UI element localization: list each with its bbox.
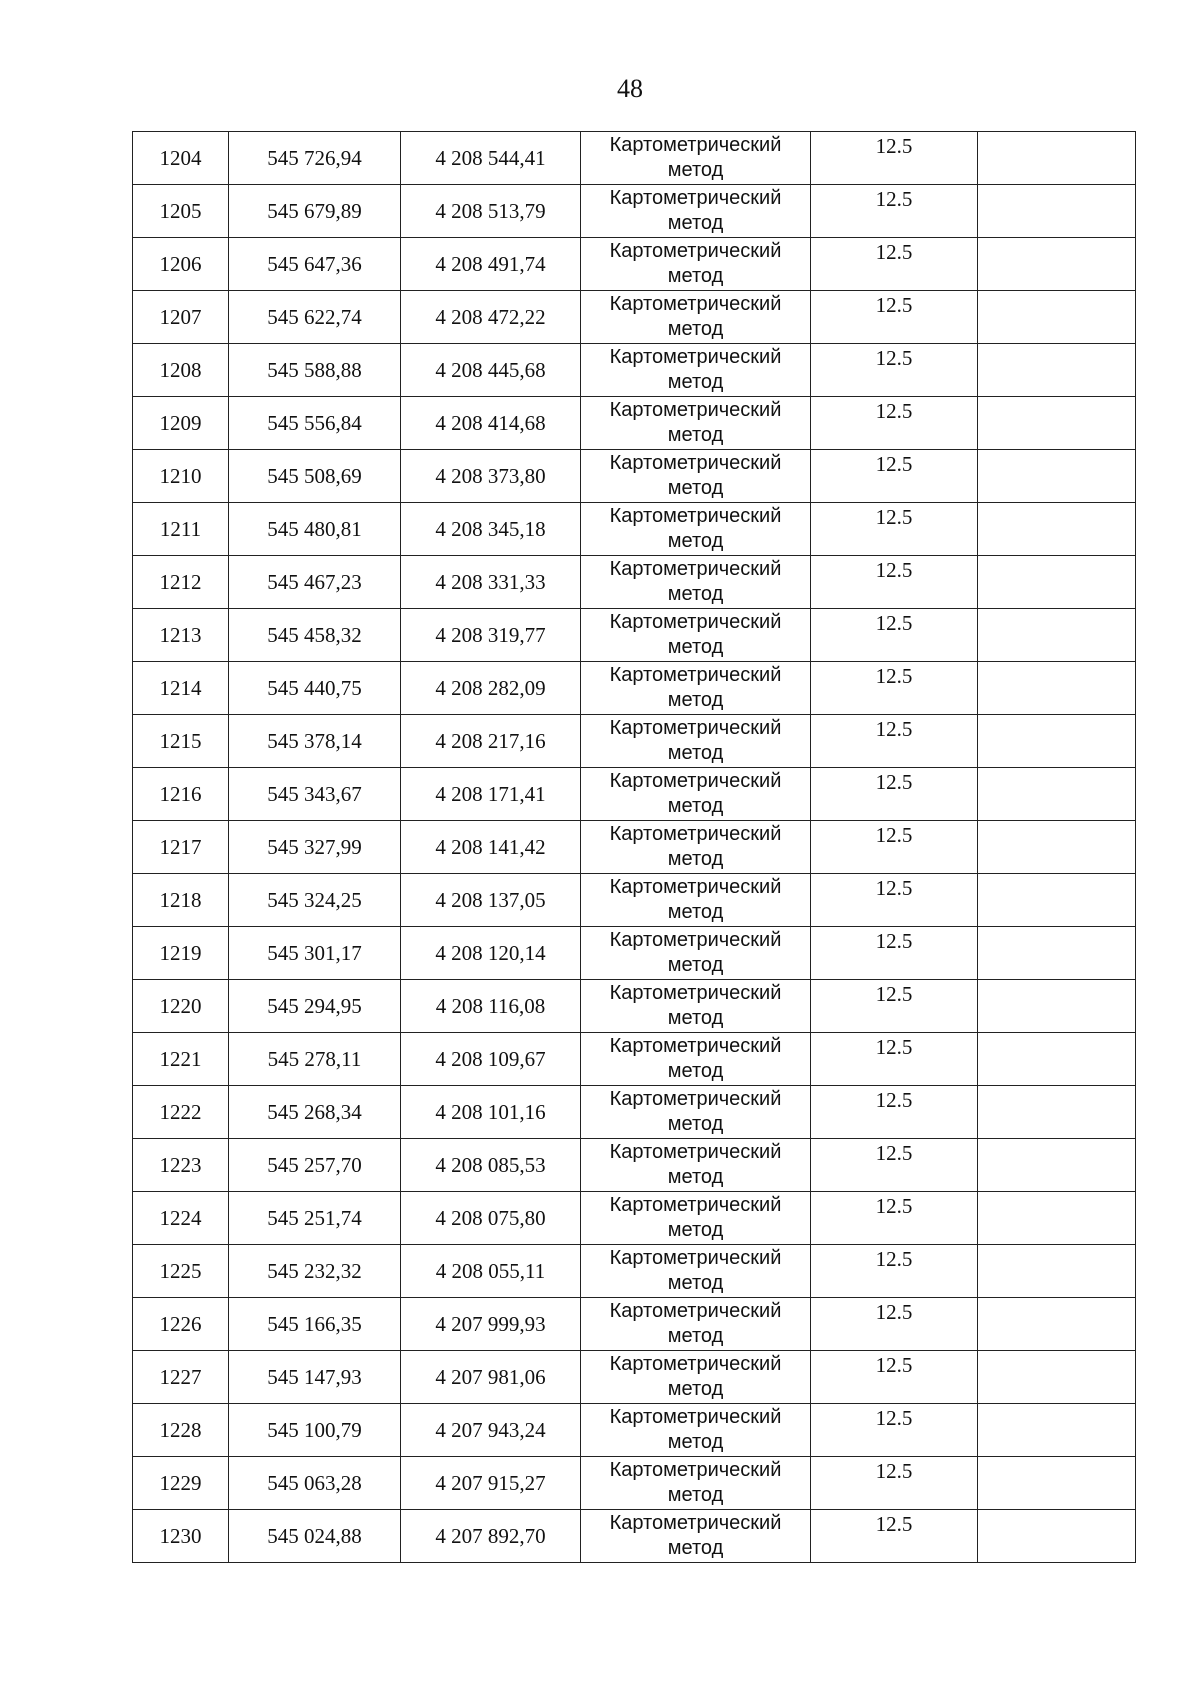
note-cell (978, 238, 1136, 291)
y-coordinate-cell: 4 208 331,33 (401, 556, 581, 609)
method-label-line2: метод (667, 636, 724, 658)
note-cell (978, 662, 1136, 715)
x-coordinate-cell: 545 647,36 (229, 238, 401, 291)
point-number-cell: 1216 (133, 768, 229, 821)
accuracy-cell: 12.5 (811, 609, 978, 662)
note-cell (978, 132, 1136, 185)
x-coordinate-cell: 545 024,88 (229, 1510, 401, 1563)
method-cell (581, 1086, 811, 1139)
accuracy-cell: 12.5 (811, 821, 978, 874)
method-label-line2: метод (667, 159, 724, 181)
method-label-line2: метод (667, 318, 724, 340)
method-label-line1: Картометрический (609, 664, 782, 686)
method-cell (581, 238, 811, 291)
point-number-cell: 1215 (133, 715, 229, 768)
x-coordinate-cell: 545 726,94 (229, 132, 401, 185)
y-coordinate-cell: 4 208 085,53 (401, 1139, 581, 1192)
method-label-line1: Картометрический (609, 1141, 782, 1163)
point-number-cell: 1217 (133, 821, 229, 874)
point-number-cell: 1206 (133, 238, 229, 291)
method-cell (581, 1139, 811, 1192)
note-cell (978, 1457, 1136, 1510)
method-label-line2: метод (667, 848, 724, 870)
y-coordinate-cell: 4 208 319,77 (401, 609, 581, 662)
x-coordinate-cell: 545 324,25 (229, 874, 401, 927)
method-cell (581, 556, 811, 609)
table-row (133, 980, 1136, 1033)
table-row (133, 450, 1136, 503)
method-label-line2: метод (667, 1431, 724, 1453)
table-row (133, 1298, 1136, 1351)
y-coordinate-cell: 4 208 137,05 (401, 874, 581, 927)
method-cell (581, 397, 811, 450)
note-cell (978, 1351, 1136, 1404)
accuracy-cell: 12.5 (811, 1086, 978, 1139)
method-label-line1: Картометрический (609, 1300, 782, 1322)
y-coordinate-cell: 4 208 373,80 (401, 450, 581, 503)
note-cell (978, 821, 1136, 874)
accuracy-cell: 12.5 (811, 927, 978, 980)
x-coordinate-cell: 545 343,67 (229, 768, 401, 821)
method-cell (581, 662, 811, 715)
table-body (133, 132, 1136, 1563)
table-row (133, 238, 1136, 291)
point-number-cell: 1209 (133, 397, 229, 450)
method-cell (581, 503, 811, 556)
method-label-line1: Картометрический (609, 1353, 782, 1375)
y-coordinate-cell: 4 208 513,79 (401, 185, 581, 238)
point-number-cell: 1221 (133, 1033, 229, 1086)
y-coordinate-cell: 4 208 491,74 (401, 238, 581, 291)
table-row (133, 1457, 1136, 1510)
accuracy-cell: 12.5 (811, 344, 978, 397)
y-coordinate-cell: 4 208 217,16 (401, 715, 581, 768)
note-cell (978, 1033, 1136, 1086)
x-coordinate-cell: 545 166,35 (229, 1298, 401, 1351)
table-row (133, 821, 1136, 874)
method-label-line2: метод (667, 424, 724, 446)
method-label-line1: Картометрический (609, 1512, 782, 1534)
accuracy-cell: 12.5 (811, 768, 978, 821)
note-cell (978, 715, 1136, 768)
point-number-cell: 1230 (133, 1510, 229, 1563)
table-row (133, 1245, 1136, 1298)
table-row (133, 556, 1136, 609)
method-label-line1: Картометрический (609, 240, 782, 262)
note-cell (978, 1298, 1136, 1351)
method-label-line1: Картометрический (609, 293, 782, 315)
x-coordinate-cell: 545 508,69 (229, 450, 401, 503)
note-cell (978, 1192, 1136, 1245)
point-number-cell: 1224 (133, 1192, 229, 1245)
accuracy-cell: 12.5 (811, 1351, 978, 1404)
accuracy-cell: 12.5 (811, 132, 978, 185)
method-label-line1: Картометрический (609, 876, 782, 898)
point-number-cell: 1212 (133, 556, 229, 609)
point-number-cell: 1227 (133, 1351, 229, 1404)
method-cell (581, 1033, 811, 1086)
note-cell (978, 185, 1136, 238)
accuracy-cell: 12.5 (811, 1298, 978, 1351)
method-cell (581, 1192, 811, 1245)
method-label-line2: метод (667, 1060, 724, 1082)
y-coordinate-cell: 4 208 345,18 (401, 503, 581, 556)
x-coordinate-cell: 545 440,75 (229, 662, 401, 715)
coordinates-table (132, 131, 1136, 1563)
method-label-line1: Картометрический (609, 1194, 782, 1216)
x-coordinate-cell: 545 679,89 (229, 185, 401, 238)
note-cell (978, 397, 1136, 450)
method-label-line2: метод (667, 212, 724, 234)
note-cell (978, 874, 1136, 927)
method-cell (581, 927, 811, 980)
point-number-cell: 1207 (133, 291, 229, 344)
method-label-line2: метод (667, 1113, 724, 1135)
method-label-line1: Картометрический (609, 1406, 782, 1428)
method-label-line2: метод (667, 583, 724, 605)
table-row (133, 291, 1136, 344)
y-coordinate-cell: 4 208 055,11 (401, 1245, 581, 1298)
table-row (133, 1192, 1136, 1245)
accuracy-cell: 12.5 (811, 291, 978, 344)
y-coordinate-cell: 4 208 116,08 (401, 980, 581, 1033)
method-label-line2: метод (667, 795, 724, 817)
x-coordinate-cell: 545 458,32 (229, 609, 401, 662)
x-coordinate-cell: 545 301,17 (229, 927, 401, 980)
method-label-line1: Картометрический (609, 611, 782, 633)
y-coordinate-cell: 4 208 075,80 (401, 1192, 581, 1245)
method-label-line1: Картометрический (609, 452, 782, 474)
accuracy-cell: 12.5 (811, 1139, 978, 1192)
note-cell (978, 1245, 1136, 1298)
table-row (133, 768, 1136, 821)
point-number-cell: 1219 (133, 927, 229, 980)
point-number-cell: 1218 (133, 874, 229, 927)
point-number-cell: 1210 (133, 450, 229, 503)
note-cell (978, 609, 1136, 662)
point-number-cell: 1214 (133, 662, 229, 715)
x-coordinate-cell: 545 278,11 (229, 1033, 401, 1086)
table-row (133, 503, 1136, 556)
method-label-line2: метод (667, 1325, 724, 1347)
method-cell (581, 1510, 811, 1563)
accuracy-cell: 12.5 (811, 503, 978, 556)
x-coordinate-cell: 545 622,74 (229, 291, 401, 344)
table-row (133, 132, 1136, 185)
y-coordinate-cell: 4 207 892,70 (401, 1510, 581, 1563)
method-label-line1: Картометрический (609, 1459, 782, 1481)
method-label-line2: метод (667, 1219, 724, 1241)
method-cell (581, 132, 811, 185)
method-label-line1: Картометрический (609, 1088, 782, 1110)
method-label-line1: Картометрический (609, 823, 782, 845)
accuracy-cell: 12.5 (811, 662, 978, 715)
method-label-line2: метод (667, 1272, 724, 1294)
method-label-line1: Картометрический (609, 187, 782, 209)
table-row (133, 1404, 1136, 1457)
point-number-cell: 1228 (133, 1404, 229, 1457)
method-cell (581, 980, 811, 1033)
method-label-line2: метод (667, 265, 724, 287)
x-coordinate-cell: 545 467,23 (229, 556, 401, 609)
x-coordinate-cell: 545 063,28 (229, 1457, 401, 1510)
table-row (133, 927, 1136, 980)
table-row (133, 609, 1136, 662)
note-cell (978, 556, 1136, 609)
x-coordinate-cell: 545 251,74 (229, 1192, 401, 1245)
y-coordinate-cell: 4 208 282,09 (401, 662, 581, 715)
point-number-cell: 1208 (133, 344, 229, 397)
note-cell (978, 450, 1136, 503)
method-cell (581, 1351, 811, 1404)
method-label-line1: Картометрический (609, 505, 782, 527)
point-number-cell: 1205 (133, 185, 229, 238)
y-coordinate-cell: 4 208 101,16 (401, 1086, 581, 1139)
x-coordinate-cell: 545 100,79 (229, 1404, 401, 1457)
y-coordinate-cell: 4 208 472,22 (401, 291, 581, 344)
note-cell (978, 344, 1136, 397)
method-label-line2: метод (667, 1166, 724, 1188)
method-label-line2: метод (667, 689, 724, 711)
point-number-cell: 1213 (133, 609, 229, 662)
accuracy-cell: 12.5 (811, 715, 978, 768)
table-row (133, 715, 1136, 768)
note-cell (978, 980, 1136, 1033)
y-coordinate-cell: 4 208 141,42 (401, 821, 581, 874)
point-number-cell: 1220 (133, 980, 229, 1033)
method-label-line2: метод (667, 1007, 724, 1029)
y-coordinate-cell: 4 208 109,67 (401, 1033, 581, 1086)
y-coordinate-cell: 4 208 414,68 (401, 397, 581, 450)
method-label-line1: Картометрический (609, 770, 782, 792)
method-cell (581, 1404, 811, 1457)
table-row (133, 344, 1136, 397)
accuracy-cell: 12.5 (811, 980, 978, 1033)
point-number-cell: 1226 (133, 1298, 229, 1351)
accuracy-cell: 12.5 (811, 450, 978, 503)
method-label-line2: метод (667, 1378, 724, 1400)
method-label-line2: метод (667, 742, 724, 764)
method-label-line1: Картометрический (609, 717, 782, 739)
table-row (133, 1033, 1136, 1086)
method-cell (581, 1457, 811, 1510)
table-row (133, 397, 1136, 450)
table-row (133, 1139, 1136, 1192)
method-cell (581, 609, 811, 662)
x-coordinate-cell: 545 378,14 (229, 715, 401, 768)
y-coordinate-cell: 4 207 999,93 (401, 1298, 581, 1351)
table-row (133, 1510, 1136, 1563)
accuracy-cell: 12.5 (811, 1457, 978, 1510)
point-number-cell: 1204 (133, 132, 229, 185)
method-label-line2: метод (667, 1484, 724, 1506)
point-number-cell: 1211 (133, 503, 229, 556)
note-cell (978, 1086, 1136, 1139)
point-number-cell: 1225 (133, 1245, 229, 1298)
note-cell (978, 503, 1136, 556)
method-cell (581, 715, 811, 768)
note-cell (978, 1404, 1136, 1457)
accuracy-cell: 12.5 (811, 1510, 978, 1563)
table-row (133, 662, 1136, 715)
y-coordinate-cell: 4 208 171,41 (401, 768, 581, 821)
accuracy-cell: 12.5 (811, 1033, 978, 1086)
method-cell (581, 1245, 811, 1298)
method-label-line2: метод (667, 477, 724, 499)
y-coordinate-cell: 4 207 943,24 (401, 1404, 581, 1457)
y-coordinate-cell: 4 207 981,06 (401, 1351, 581, 1404)
y-coordinate-cell: 4 208 544,41 (401, 132, 581, 185)
page-number: 48 (617, 74, 643, 103)
accuracy-cell: 12.5 (811, 1192, 978, 1245)
method-label-line1: Картометрический (609, 1247, 782, 1269)
x-coordinate-cell: 545 257,70 (229, 1139, 401, 1192)
x-coordinate-cell: 545 294,95 (229, 980, 401, 1033)
note-cell (978, 1139, 1136, 1192)
method-label-line2: метод (667, 530, 724, 552)
method-label-line1: Картометрический (609, 399, 782, 421)
x-coordinate-cell: 545 147,93 (229, 1351, 401, 1404)
method-label-line1: Картометрический (609, 346, 782, 368)
method-cell (581, 450, 811, 503)
method-label-line1: Картометрический (609, 982, 782, 1004)
point-number-cell: 1223 (133, 1139, 229, 1192)
accuracy-cell: 12.5 (811, 556, 978, 609)
point-number-cell: 1229 (133, 1457, 229, 1510)
note-cell (978, 291, 1136, 344)
note-cell (978, 1510, 1136, 1563)
y-coordinate-cell: 4 208 445,68 (401, 344, 581, 397)
method-cell (581, 874, 811, 927)
method-cell (581, 1298, 811, 1351)
method-label-line1: Картометрический (609, 929, 782, 951)
method-cell (581, 291, 811, 344)
method-cell (581, 185, 811, 238)
accuracy-cell: 12.5 (811, 1245, 978, 1298)
y-coordinate-cell: 4 207 915,27 (401, 1457, 581, 1510)
table-row (133, 1086, 1136, 1139)
accuracy-cell: 12.5 (811, 238, 978, 291)
accuracy-cell: 12.5 (811, 185, 978, 238)
x-coordinate-cell: 545 588,88 (229, 344, 401, 397)
method-label-line2: метод (667, 901, 724, 923)
table-row (133, 1351, 1136, 1404)
accuracy-cell: 12.5 (811, 1404, 978, 1457)
x-coordinate-cell: 545 232,32 (229, 1245, 401, 1298)
note-cell (978, 768, 1136, 821)
accuracy-cell: 12.5 (811, 397, 978, 450)
method-label-line1: Картометрический (609, 1035, 782, 1057)
method-label-line2: метод (667, 371, 724, 393)
point-number-cell: 1222 (133, 1086, 229, 1139)
table-row (133, 874, 1136, 927)
method-label-line2: метод (667, 1537, 724, 1559)
method-cell (581, 344, 811, 397)
x-coordinate-cell: 545 556,84 (229, 397, 401, 450)
method-cell (581, 821, 811, 874)
x-coordinate-cell: 545 327,99 (229, 821, 401, 874)
accuracy-cell: 12.5 (811, 874, 978, 927)
table-row (133, 185, 1136, 238)
method-label-line1: Картометрический (609, 134, 782, 156)
method-label-line2: метод (667, 954, 724, 976)
method-cell (581, 768, 811, 821)
method-label-line1: Картометрический (609, 558, 782, 580)
x-coordinate-cell: 545 268,34 (229, 1086, 401, 1139)
y-coordinate-cell: 4 208 120,14 (401, 927, 581, 980)
x-coordinate-cell: 545 480,81 (229, 503, 401, 556)
note-cell (978, 927, 1136, 980)
